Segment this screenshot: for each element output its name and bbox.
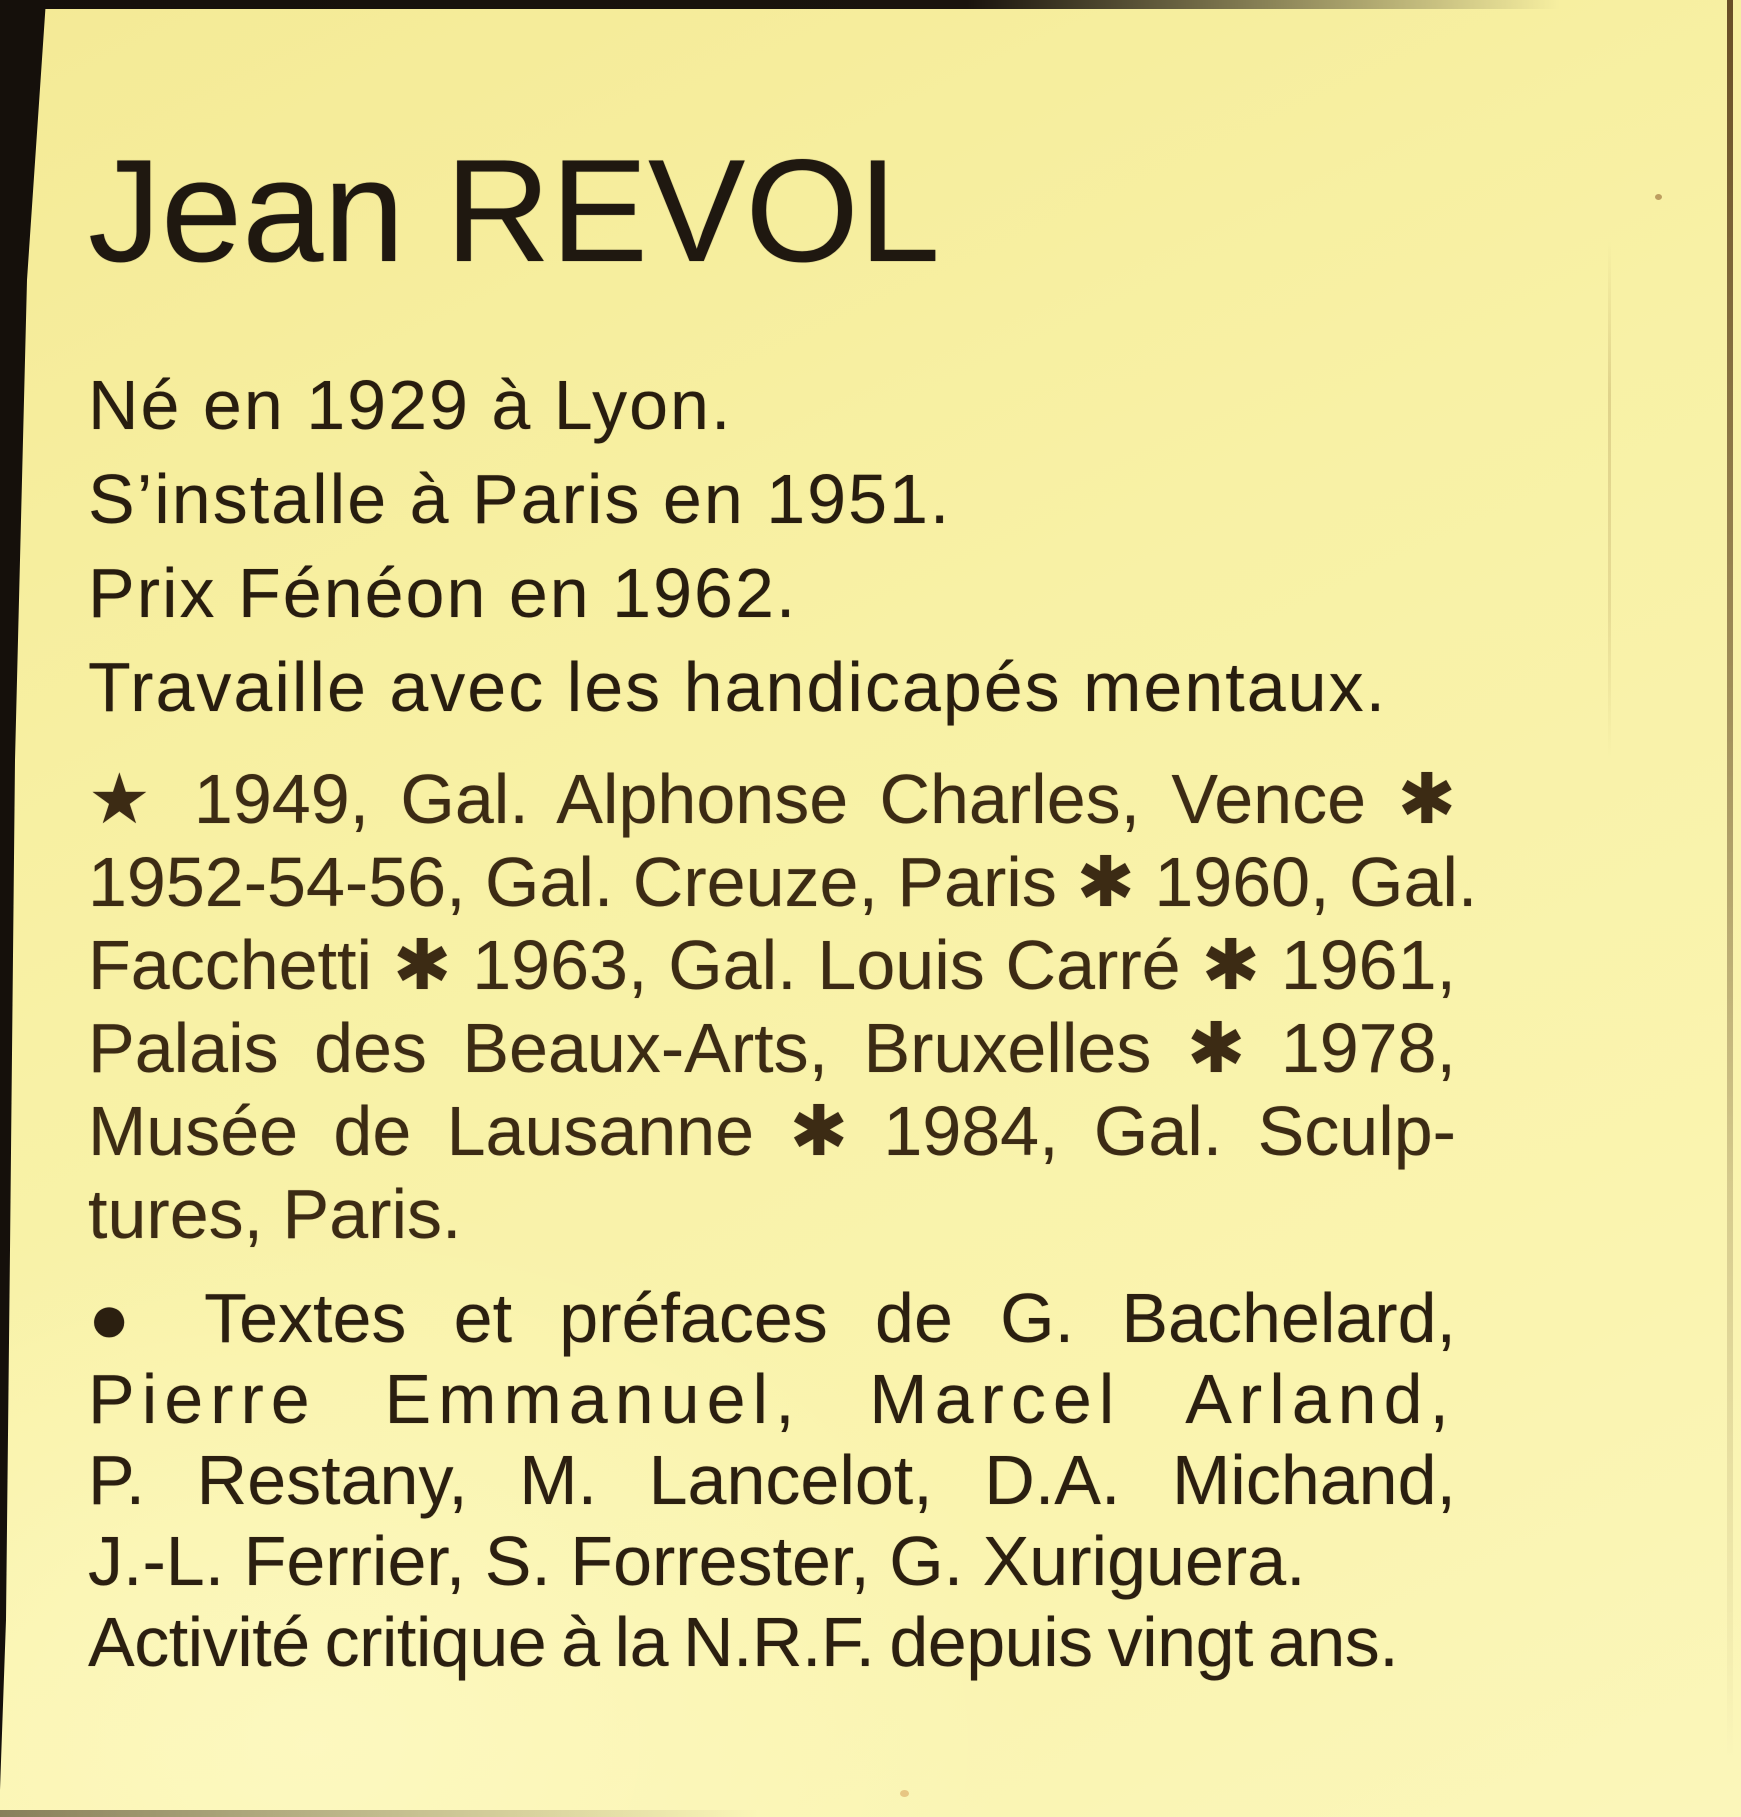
exhibition-line: Facchetti ✱ 1963, Gal. Louis Carré ✱ 1961, bbox=[88, 926, 1456, 1004]
exhibition-line: tures, Paris. bbox=[88, 1175, 462, 1253]
credits-line: J.-L. Ferrier, S. Forrester, G. Xuriguera. bbox=[88, 1522, 1306, 1600]
exhibition-line: Palais des Beaux-Arts, Bruxelles ✱ 1978, bbox=[88, 1009, 1456, 1087]
page-left-edge-shadow bbox=[0, 0, 50, 1817]
credits-line: ● Textes et préfaces de G. Bachelard, bbox=[88, 1279, 1456, 1357]
exhibition-line: ★ 1949, Gal. Alphonse Charles, Vence ✱ bbox=[88, 760, 1456, 838]
credits-paragraph bbox=[88, 1278, 1456, 1683]
bio-paragraph bbox=[88, 358, 1456, 734]
bio-line: Travaille avec les handicapés mentaux. bbox=[88, 648, 1388, 726]
page-bottom-edge-shadow bbox=[0, 1810, 760, 1817]
bio-line: S’installe à Paris en 1951. bbox=[88, 460, 952, 538]
credits-line: P. Restany, M. Lancelot, D.A. Michand, bbox=[88, 1441, 1456, 1519]
paper-crease bbox=[1608, 240, 1611, 760]
text-block bbox=[88, 129, 1478, 1683]
credits-line: Pierre Emmanuel, Marcel Arland, bbox=[88, 1360, 1456, 1438]
page-top-edge-shadow bbox=[0, 0, 1560, 9]
page-right-edge-line bbox=[1727, 0, 1733, 1760]
exhibition-line: Musée de Lausanne ✱ 1984, Gal. Sculp- bbox=[88, 1092, 1456, 1170]
page-title: Jean REVOL bbox=[88, 129, 941, 292]
paper-speck bbox=[900, 1790, 909, 1797]
exhibitions-paragraph bbox=[88, 758, 1478, 1256]
bio-line: Né en 1929 à Lyon. bbox=[88, 366, 733, 444]
bio-line: Prix Fénéon en 1962. bbox=[88, 554, 798, 632]
credits-line: Activité critique à la N.R.F. depuis vingt ans. bbox=[88, 1603, 1399, 1681]
paper-speck bbox=[1655, 194, 1662, 200]
exhibition-line: 1952-54-56, Gal. Creuze, Paris ✱ 1960, Gal. bbox=[88, 843, 1478, 921]
